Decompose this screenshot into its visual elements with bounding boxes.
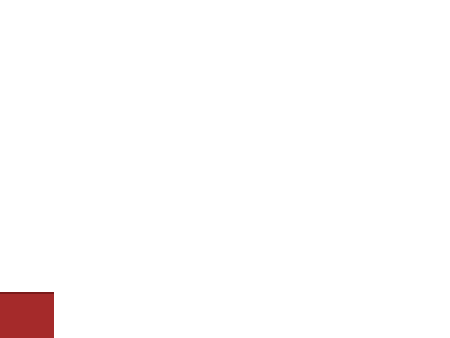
source-credit-box <box>88 56 290 104</box>
source-credit-box-2 <box>88 190 278 241</box>
mcgraw-hill-logo <box>0 294 54 338</box>
